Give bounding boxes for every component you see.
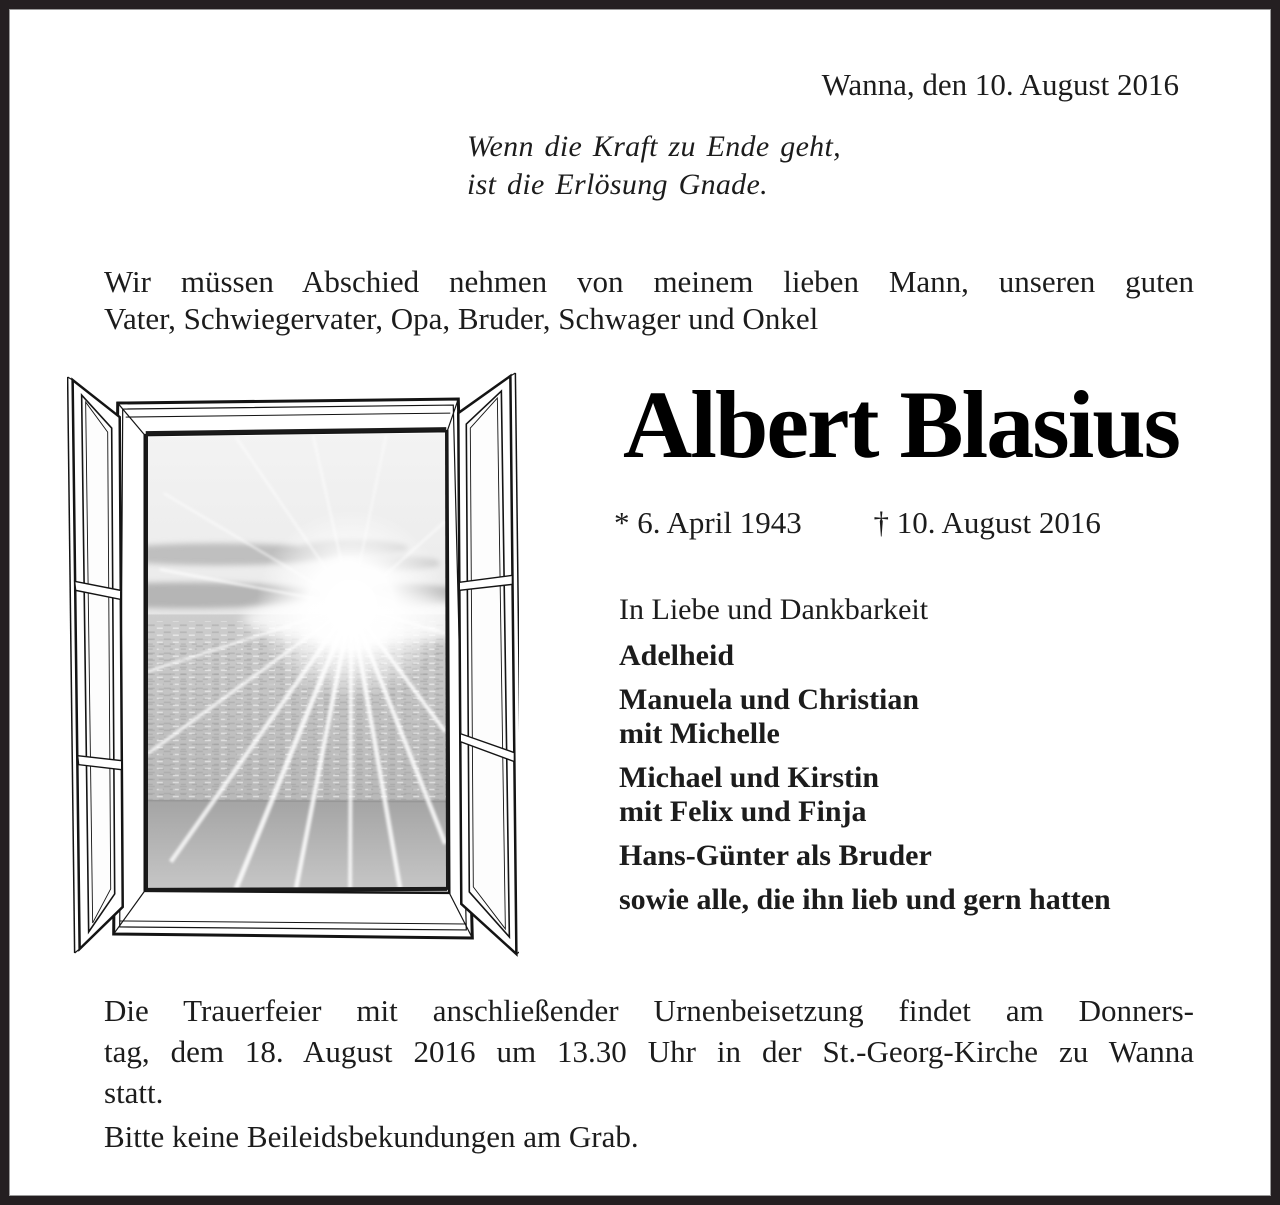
window-sunset-svg (67, 371, 519, 957)
intro-line: Wir müssen Abschied nehmen von meinem lieben Mann, unseren guten (104, 264, 1194, 299)
epigraph-line: Wenn die Kraft zu Ende geht, (467, 130, 841, 163)
mourner-line: Hans-Günter als Bruder (619, 839, 932, 872)
mourning-intro: In Liebe und Dankbarkeit (619, 593, 929, 626)
mourner-line: Manuela und Christian (619, 683, 920, 716)
left-sash (68, 377, 123, 953)
birth-date: * 6. April 1943 (614, 505, 802, 540)
mourner-entry (619, 761, 1111, 829)
deceased-name: Albert Blasius (622, 371, 1179, 478)
funeral-paragraph (104, 990, 1194, 1113)
epigraph-line: ist die Erlösung Gnade. (467, 168, 768, 201)
mourner-line: mit Michelle (619, 717, 780, 750)
funeral-line: tag, dem 18. August 2016 um 13.30 Uhr in der St.-Georg-Kirche zu Wanna (104, 1034, 1194, 1069)
mourner-entry (619, 639, 1111, 673)
mourner-line: Adelheid (619, 639, 735, 672)
closing-note: Bitte keine Beileidsbekundungen am Grab. (104, 1119, 639, 1154)
mourner-entry (619, 683, 1111, 751)
mourner-line: Michael und Kirstin (619, 761, 880, 794)
funeral-line: statt. (104, 1075, 164, 1110)
funeral-line: Die Trauerfeier mit anschließender Urnenbeisetzung findet am Donners- (104, 993, 1194, 1028)
dateline: Wanna, den 10. August 2016 (821, 67, 1179, 102)
right-sash (458, 373, 519, 954)
mourner-line: mit Felix und Finja (619, 795, 867, 828)
epigraph (467, 128, 841, 204)
mourner-entry (619, 883, 1111, 917)
intro-line: Vater, Schwiegervater, Opa, Bruder, Schwager und Onkel (104, 301, 819, 336)
mourners-list (619, 639, 1111, 927)
intro-paragraph (104, 263, 1194, 337)
death-date: † 10. August 2016 (873, 505, 1101, 540)
mourner-line: sowie alle, die ihn lieb und gern hatten (619, 883, 1111, 916)
mourner-entry (619, 839, 1111, 873)
window-sunset-image (67, 371, 519, 957)
life-dates (614, 505, 1101, 541)
